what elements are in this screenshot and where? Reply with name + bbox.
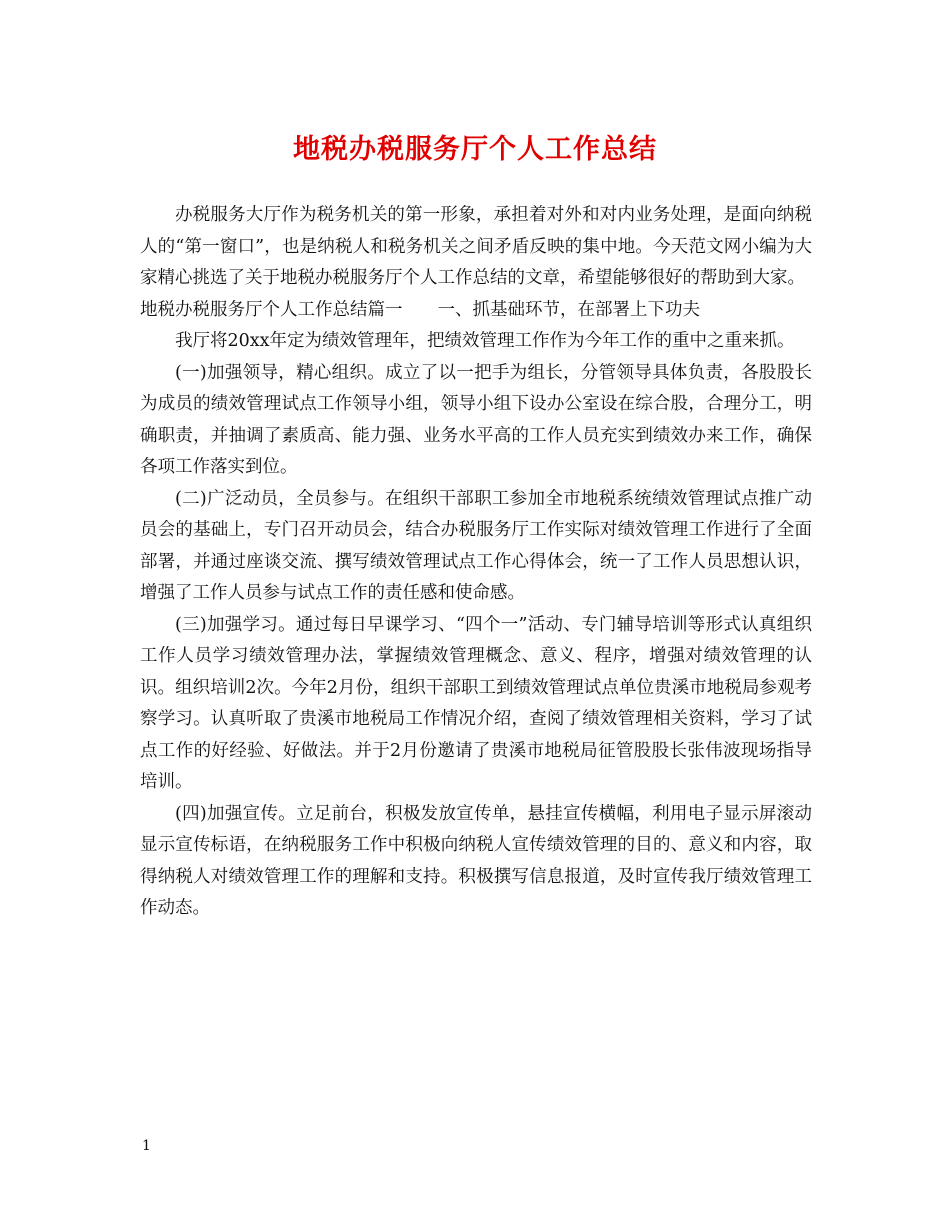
document-body [140,200,812,925]
body-paragraph: (二)广泛动员，全员参与。在组织干部职工参加全市地税系统绩效管理试点推广动员会的基础上，专门召开动员会，结合办税服务厅工作实际对绩效管理工作进行了全面部署，并通过座谈交流、撰写绩效管理试点工作心得体会，统一了工作人员思想认识，增强了工作人员参与试点工作的责任感和使命感。 [140,488,812,603]
section-heading: 地税办税服务厅个人工作总结篇一 一、抓基础环节，在部署上下功夫 [140,299,700,320]
body-paragraph: (一)加强领导，精心组织。成立了以一把手为组长，分管领导具体负责，各股股长为成员的绩效管理试点工作领导小组，领导小组下设办公室设在综合股，合理分工，明确职责，并抽调了素质高、能力强、业务水平高的工作人员充实到绩效办来工作，确保各项工作落实到位。 [140,362,812,477]
page-number: 1 [142,1138,151,1154]
document-title: 地税办税服务厅个人工作总结 [293,134,657,165]
body-paragraph: 我厅将20xx年定为绩效管理年，把绩效管理工作作为今年工作的重中之重来抓。 [175,331,795,351]
body-paragraph: (三)加强学习。通过每日早课学习、“四个一”活动、专门辅导培训等形式认真组织工作人员学习绩效管理办法，掌握绩效管理概念、意义、程序，增强对绩效管理的认识。组织培训2次。今年2月份，组织干部职工到绩效管理试点单位贵溪市地税局参观考察学习。认真听取了贵溪市地税局工作情况介绍，查阅了绩效管理相关资料，学习了试点工作的好经验、好做法。并于2月份邀请了贵溪市地税局征管股股长张伟波现场指导培训。 [140,614,812,792]
intro-paragraph: 办税服务大厅作为税务机关的第一形象，承担着对外和对内业务处理，是面向纳税人的“第一窗口”，也是纳税人和税务机关之间矛盾反映的集中地。今天范文网小编为大家精心挑选了关于地税办税服务厅个人工作总结的文章，希望能够很好的帮助到大家。 [140,205,812,288]
body-paragraph: (四)加强宣传。立足前台，积极发放宣传单，悬挂宣传横幅，利用电子显示屏滚动显示宣传标语，在纳税服务工作中积极向纳税人宣传绩效管理的目的、意义和内容，取得纳税人对绩效管理工作的理解和支持。积极撰写信息报道，及时宣传我厅绩效管理工作动态。 [140,803,812,918]
